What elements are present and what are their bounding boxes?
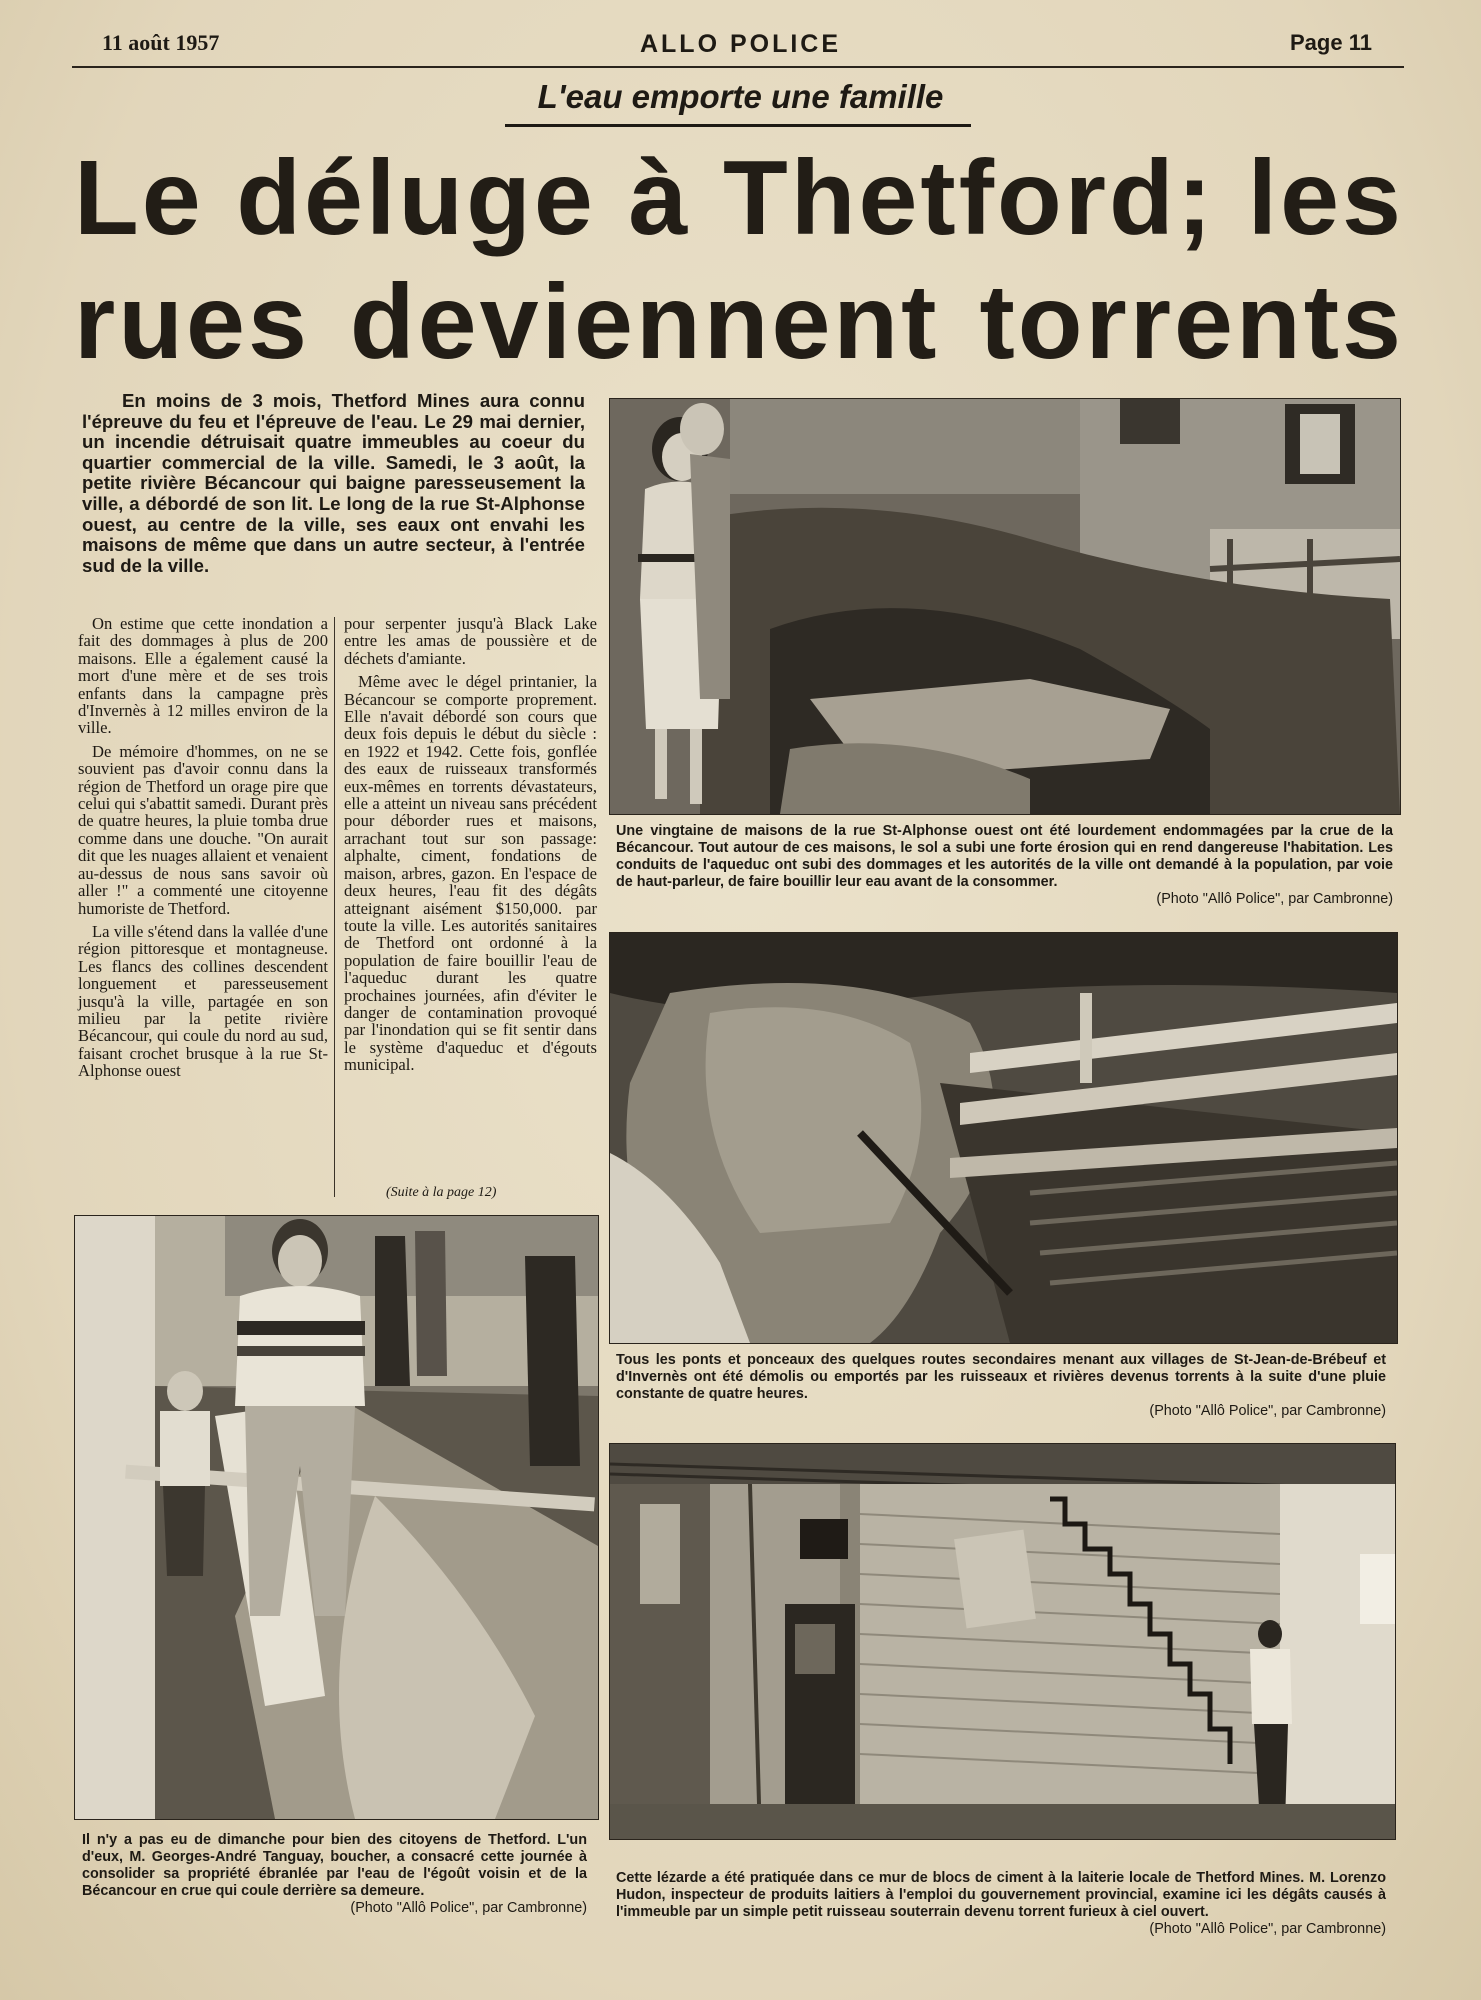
photo-credit: (Photo "Allô Police", par Cambronne) <box>350 1900 587 1916</box>
headline <box>74 136 1404 384</box>
article-paragraph: On estime que cette inondation a fait des dommages à plus de 200 maisons. Elle a également causé la mort d'une mère et de ses trois enfants dans la campagne près d'Invernès à 12 milles environ de la ville. <box>78 614 328 738</box>
photo-caption: Tous les ponts et ponceaux des quelques routes secondaires menant aux villages de St-Jean-de-Brébeuf et d'Invernès ont été démolis ou emportés par les ruisseaux et rivières devenus torrents à la suite d'une pluie constante de quatre heures. <box>616 1352 1386 1402</box>
article-paragraph: De mémoire d'hommes, on ne se souvient pas d'avoir connu dans la région de Thetford un orage pire que celui qui s'abattit samedi. Durant près de quatre heures, la pluie tomba drue comme dans une douche. "On aurait dit que les nuages allaient et venaient au-dessus de nous sans savoir où aller !" a commenté une citoyenne humoriste de Thetford. <box>78 741 328 918</box>
kicker: L'eau emporte une famille <box>537 78 944 115</box>
photo-washed-out-bridge <box>609 932 1398 1344</box>
photo-caption: Une vingtaine de maisons de la rue St-Alphonse ouest ont été lourdement endommagées par la crue de la Bécancour. Tout autour de ces maisons, le sol a subi une forte érosion qui en rend dangereuse l'habitation. Les conduits de l'aqueduc ont subi des dommages et les autorités de la ville ont demandé à la population, par voie de haut-parleur, de faire bouillir leur eau avant de la consommer. <box>616 823 1393 890</box>
article-column-2 <box>344 615 597 1080</box>
headline-line-1: Le déluge à Thetford; les <box>74 139 1404 257</box>
article-paragraph: Même avec le dégel printanier, la Bécancour se comporte proprement. Elle n'avait débordé son cours que deux fois depuis le début du siècle : en 1922 et 1942. Cette fois, gonflée des eaux de ruisseaux transformés eux-mêmes en torrents dévastateurs, elle a atteint un niveau sans précédent pour déborder rues et maisons, arrachant tout sur son passage: alphalte, ciment, fondations de maison, arbres, gazon. En l'espace de deux heures, l'eau fit des dégâts atteignant aisément $150,000. par toute la ville. Les autorités sanitaires de Thetford ont ordonné à la population de faire bouillir l'eau de l'aqueduc durant les quatre prochaines journées, afin d'éviter le danger de contamination provoqué par l'inondation qui se fit sentir dans le système d'aqueduc et d'égouts municipal. <box>344 672 597 1075</box>
article-column-1 <box>78 615 328 1086</box>
photo-flooded-houses <box>609 398 1401 815</box>
masthead-rule <box>72 66 1404 68</box>
photo-credit: (Photo "Allô Police", par Cambronne) <box>1149 1403 1386 1419</box>
page-number: Page 11 <box>1290 30 1372 55</box>
photo-cracked-wall <box>609 1443 1396 1840</box>
kicker-underline <box>505 124 971 127</box>
lead-paragraph: En moins de 3 mois, Thetford Mines aura connu l'épreuve du feu et l'épreuve de l'eau. Le 29 mai dernier, un incendie détruisait quatre immeubles au coeur du quartier commercial de la ville. Samedi, le 3 août, la petite rivière Bécancour qui baigne paresseusement la ville, a débordé de son lit. Le long de la rue St-Alphonse ouest, au centre de la ville, ses eaux ont envahi les maisons de même que dans un autre secteur, à l'entrée sud de la ville. <box>82 390 585 576</box>
article-paragraph: pour serpenter jusqu'à Black Lake entre les amas de poussière et de déchets d'amiante. <box>344 614 597 668</box>
headline-line-2: rues deviennent torrents <box>74 263 1404 381</box>
continued-note: (Suite à la page 12) <box>386 1185 497 1200</box>
masthead-title: ALLO POLICE <box>639 30 842 58</box>
column-divider <box>334 617 335 1197</box>
photo-credit: (Photo "Allô Police", par Cambronne) <box>1156 891 1393 907</box>
photo-credit: (Photo "Allô Police", par Cambronne) <box>1149 1921 1386 1937</box>
issue-date: 11 août 1957 <box>102 30 220 55</box>
photo-caption: Il n'y a pas eu de dimanche pour bien des citoyens de Thetford. L'un d'eux, M. Georges-André Tanguay, boucher, a consacré cette journée à consolider sa propriété ébranlée par l'eau de l'égoût voisin et de la Bécancour en crue qui coule derrière sa demeure. <box>82 1832 587 1899</box>
article-paragraph: La ville s'étend dans la vallée d'une région pittoresque et montagneuse. Les flancs des collines descendent longuement et paresseusement jusqu'à la ville, partagée en son milieu par la petite rivière Bécancour, qui coule du nord au sud, faisant crochet brusque à la rue St-Alphonse ouest <box>78 921 328 1081</box>
photo-citizen-repairs <box>74 1215 599 1820</box>
photo-caption: Cette lézarde a été pratiquée dans ce mur de blocs de ciment à la laiterie locale de Thetford Mines. M. Lorenzo Hudon, inspecteur de produits laitiers à l'emploi du gouvernement provincial, examine ici les dégâts causés à l'immeuble par un simple petit ruisseau souterrain devenu torrent furieux à ciel ouvert. <box>616 1870 1386 1920</box>
